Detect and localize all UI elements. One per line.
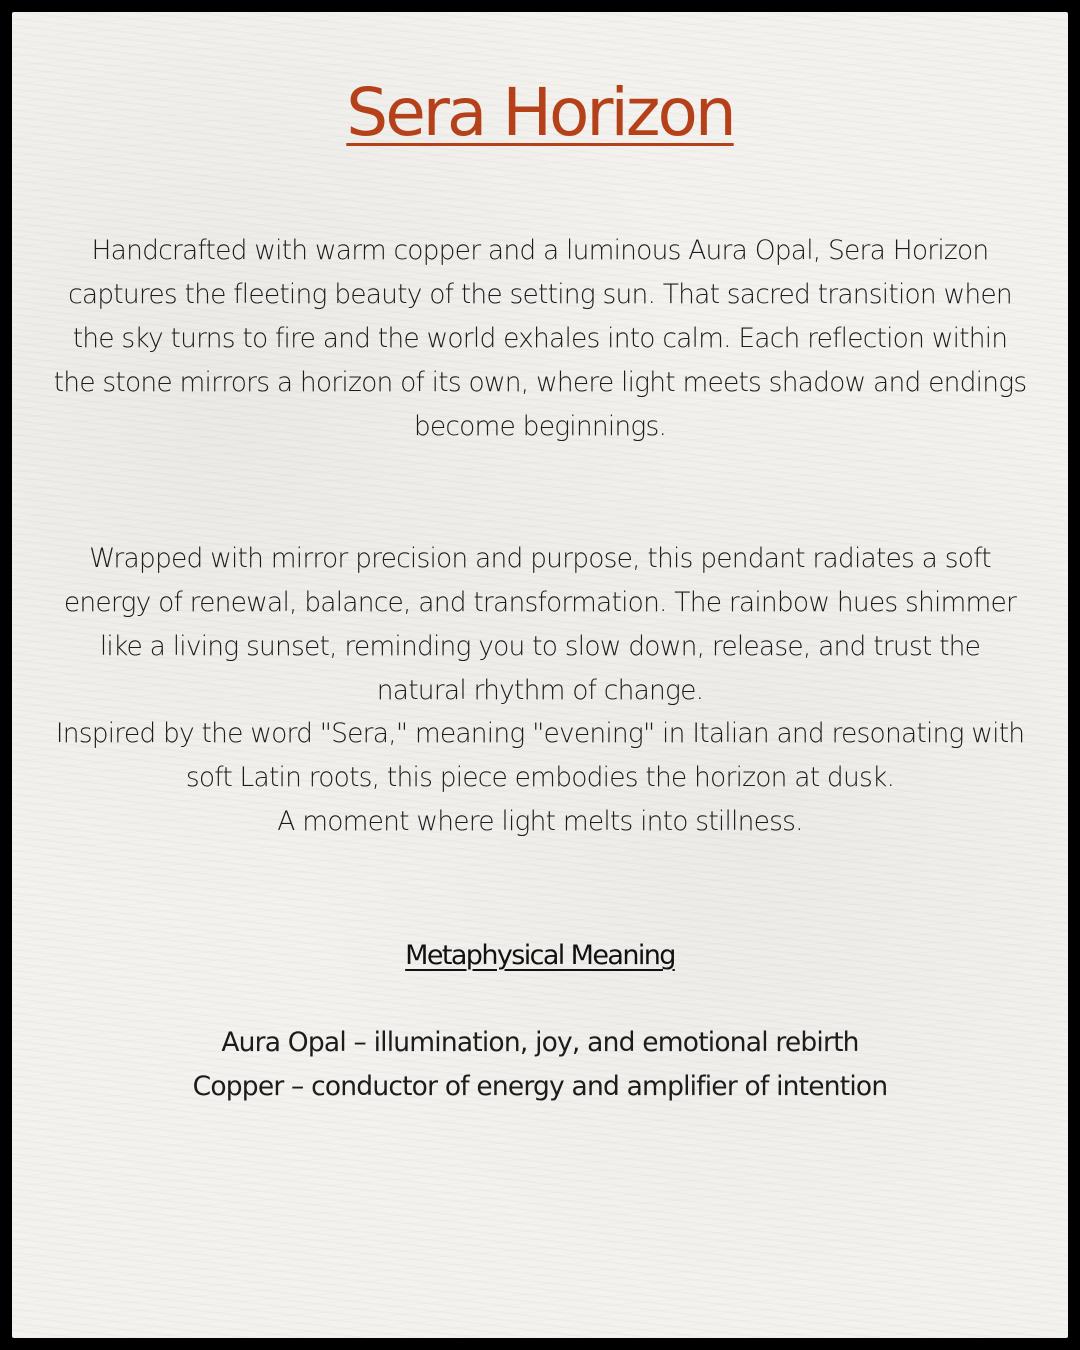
stillness-line: A moment where light melts into stillness. [277, 806, 803, 837]
copper-meaning: Copper – conductor of energy and amplifier of intention [192, 1071, 888, 1102]
energy-paragraph: Wrapped with mirror precision and purpose, this pendant radiates a soft energy of renewal, balance, and transformation. The rainbow hues shimmer like a living sunset, reminding you to slow down, release, and trust the natural rhythm of change. [63, 543, 1017, 706]
metaphysical-list [52, 1021, 1028, 1109]
inspiration-text: Inspired by the word "Sera," meaning "evening" in Italian and resonating with soft Latin roots, this piece embodies the horizon at dusk. [55, 718, 1025, 793]
aura-opal-meaning: Aura Opal – illumination, joy, and emotional rebirth [221, 1027, 859, 1058]
page-title: Sera Horizon [346, 74, 734, 151]
metaphysical-heading: Metaphysical Meaning [405, 940, 675, 971]
description-card [12, 12, 1068, 1338]
intro-paragraph: Handcrafted with warm copper and a luminous Aura Opal, Sera Horizon captures the fleeting beauty of the setting sun. That sacred transition when the sky turns to fire and the world exhales into calm. Each reflection within the stone mirrors a horizon of its own, where light meets shadow and endings become beginnings. [53, 235, 1027, 442]
inspiration-paragraph [52, 712, 1028, 844]
